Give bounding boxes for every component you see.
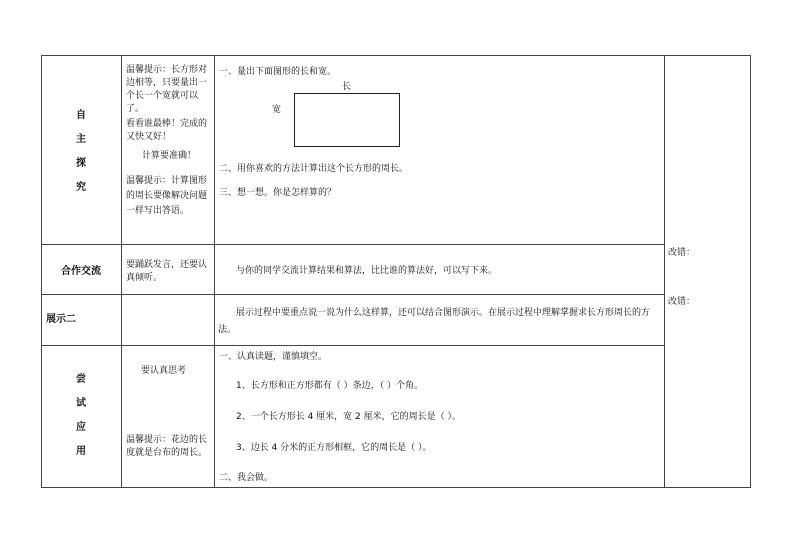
task-measure: 一、量出下面图形的长和宽。 — [219, 67, 337, 77]
i-can-do-heading: 二、我会做。 — [219, 473, 274, 483]
cooperate-tip: 要踊跃发言，还要认真倾听。 — [126, 260, 208, 283]
question-3: 3、边长 4 分米的正方形相框，它的周长是（ ）。 — [236, 443, 432, 453]
rectangle-figure — [294, 93, 400, 147]
table-border-bottom — [41, 487, 751, 488]
self-explore-tip-1: 温馨提示：长方形对边相等，只要量出一个长一个宽就可以了。 — [126, 65, 208, 114]
question-1: 1、长方形和正方形都有（ ）条边，（ ）个角。 — [236, 381, 423, 391]
table-col-divider-2 — [214, 55, 215, 487]
try-apply-label: 尝 试 应 用 — [76, 374, 86, 457]
table-row-divider-2 — [41, 294, 665, 295]
cooperate-label: 合作交流 — [61, 266, 101, 277]
correction-label-1: 改错： — [668, 248, 696, 258]
self-explore-tip-2: 看看谁最棒！完成的又快又好！ — [126, 119, 208, 142]
table-col-divider-1 — [121, 55, 122, 487]
task-think: 三、想一想。你是怎样算的？ — [219, 188, 337, 198]
rect-width-label: 宽 — [272, 105, 282, 115]
try-apply-tip-2: 温馨提示：花边的长度就是台布的周长。 — [126, 435, 208, 458]
self-explore-label: 自 主 探 究 — [76, 110, 86, 193]
question-2: 2、一个长方形长 4 厘米，宽 2 厘米，它的周长是（ ）。 — [236, 412, 461, 422]
table-row-divider-1 — [41, 244, 665, 245]
table-row-divider-3 — [41, 345, 665, 346]
table-border-right — [750, 55, 751, 487]
try-apply-tip-1: 要认真思考 — [141, 366, 187, 376]
task-perimeter: 二、用你喜欢的方法计算出这个长方形的周长。 — [219, 164, 409, 174]
table-border-top — [41, 55, 751, 56]
table-border-left — [41, 55, 42, 487]
correction-label-2: 改错： — [668, 297, 696, 307]
table-col-divider-3 — [664, 55, 665, 487]
rect-length-label: 长 — [342, 82, 352, 92]
self-explore-tip-3: 计算要准确！ — [142, 151, 197, 161]
show-content: 展示过程中要重点说一说为什么这样算，还可以结合图形演示。在展示过程中理解掌握求长方形周长的方法。 — [218, 308, 651, 335]
cooperate-content: 与你的同学交流计算结果和算法，比比谁的算法好，可以写下来。 — [236, 266, 498, 276]
fill-blank-heading: 一、认真读题，谨慎填空。 — [219, 352, 328, 362]
show-label: 展示二 — [46, 314, 76, 325]
self-explore-tip-4: 温馨提示：计算图形的周长要像解决问题一样写出答语。 — [126, 176, 208, 216]
